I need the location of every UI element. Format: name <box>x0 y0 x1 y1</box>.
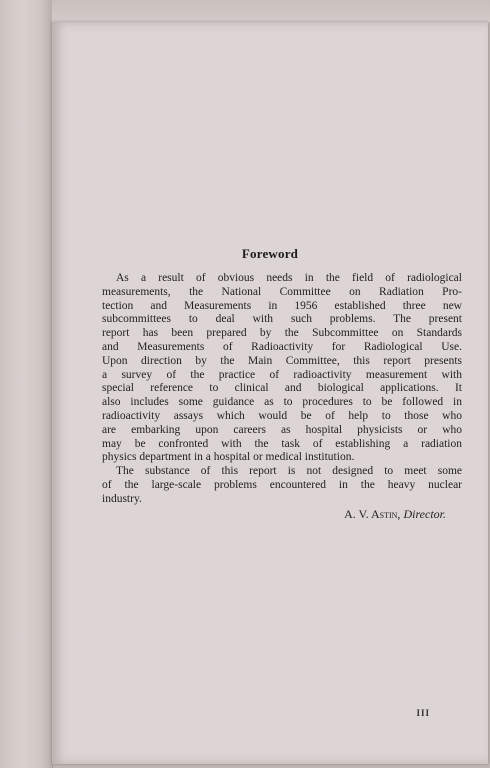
body-line: The substance of this report is not designed to meet some <box>116 465 462 478</box>
body-line: report has been prepared by the Subcommittee on Standards <box>102 327 462 340</box>
facing-page-edge <box>0 0 53 768</box>
page-title: Foreword <box>241 246 299 261</box>
body-line: special reference to clinical and biological applications. It <box>102 382 462 395</box>
page-number: III <box>416 708 430 718</box>
body-line: tection and Measurements in 1956 established three new <box>102 299 462 312</box>
body-line: physics department in a hospital or medical institution. <box>102 451 355 464</box>
signature-name: A. V. Astin, <box>344 507 401 521</box>
document-page <box>52 22 488 764</box>
body-line: subcommittees to deal with such problems. The present <box>102 313 462 326</box>
body-line: a survey of the practice of radioactivity measurement with <box>102 368 462 381</box>
body-line: industry. <box>102 492 142 505</box>
body-line: of the large-scale problems encountered in the heavy nuclear <box>102 478 462 491</box>
body-line: also includes some guidance as to procedures to be followed in <box>102 396 462 409</box>
body-line: and Measurements of Radioactivity for Radiological Use. <box>102 340 462 353</box>
foreword-body <box>102 272 462 507</box>
body-line: Upon direction by the Main Committee, this report presents <box>102 354 462 367</box>
body-line: As a result of obvious needs in the field of radiological <box>116 272 462 284</box>
body-line: measurements, the National Committee on Radiation Pro- <box>102 285 462 298</box>
body-line: may be confronted with the task of establishing a radiation <box>102 437 462 450</box>
page-top-edge <box>52 0 490 22</box>
signature-role: Director. <box>403 507 446 521</box>
body-line: are embarking upon careers as hospital physicists or who <box>102 423 462 436</box>
signature <box>344 507 446 522</box>
body-line: radioactivity assays which would be of help to those who <box>102 409 462 422</box>
